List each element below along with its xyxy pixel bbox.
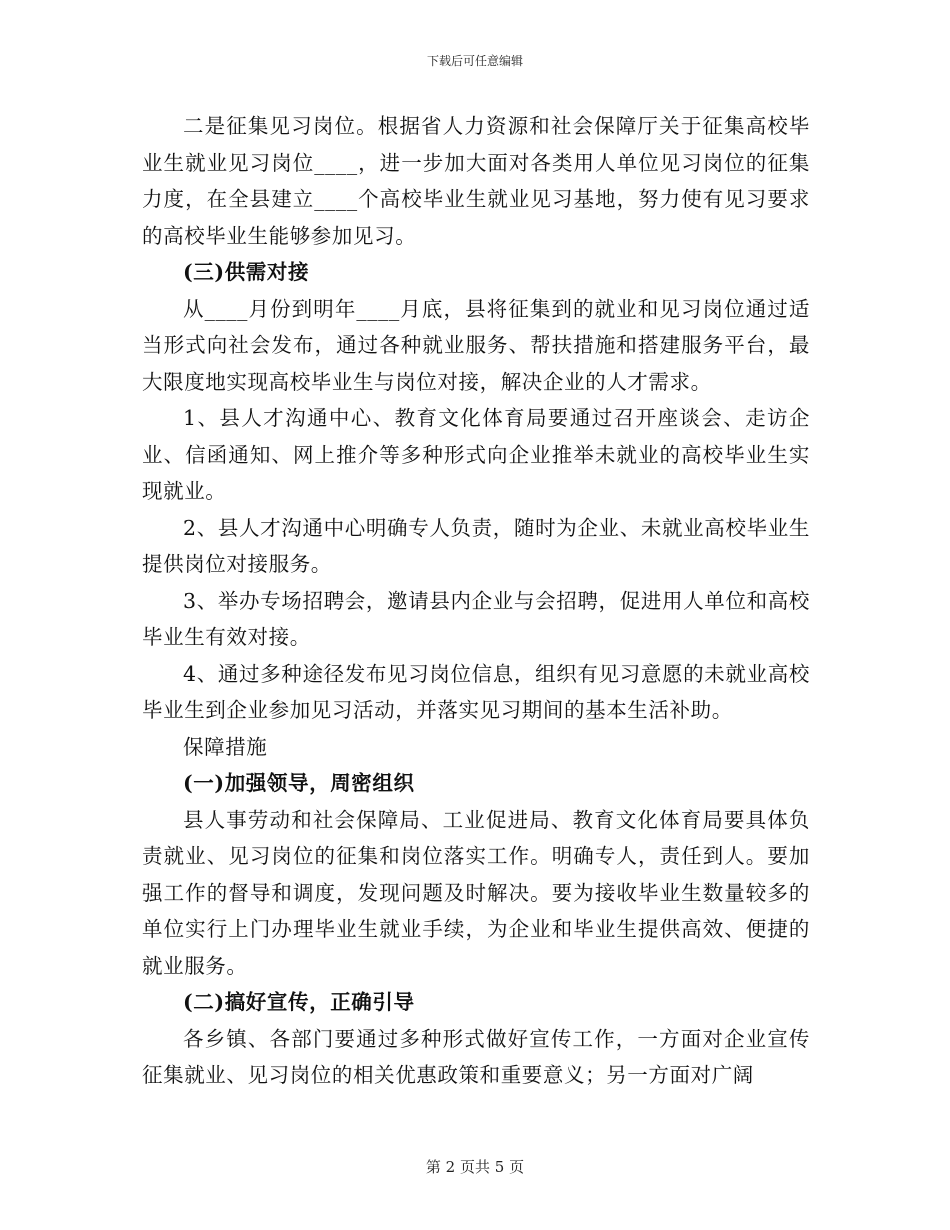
heading-supply-demand: (三)供需对接 xyxy=(183,260,310,284)
paragraph-post-collection: 二是征集见习岗位。根据省人力资源和社会保障厅关于征集高校毕业生就业见习岗位____，进一步加大面对各类用人单位见习岗位的征集力度，在全县建立____个高校毕业生就业见习基地，努力使有见习要求的高校毕业生能够参加见习。 xyxy=(142,114,810,248)
page-header-note: 下载后可任意编辑 xyxy=(426,54,523,68)
page-number: 第 2 页共 5 页 xyxy=(425,1158,525,1176)
paragraph-item-1: 1、县人才沟通中心、教育文化体育局要通过召开座谈会、走访企业、信函通知、网上推介等多种形式向企业推举未就业的高校毕业生实现就业。 xyxy=(142,406,810,503)
paragraph-supply-demand: 从____月份到明年____月底，县将征集到的就业和见习岗位通过适当形式向社会发布，通过各种就业服务、帮扶措施和搭建服务平台，最大限度地实现高校毕业生与岗位对接，解决企业的人才需求。 xyxy=(142,296,810,394)
heading-leadership: (一)加强领导，周密组织 xyxy=(183,771,415,795)
paragraph-item-4: 4、通过多种途径发布见习岗位信息，组织有见习意愿的未就业高校毕业生到企业参加见习活动，并落实见习期间的基本生活补助。 xyxy=(142,661,810,722)
paragraph-item-2: 2、县人才沟通中心明确专人负责，随时为企业、未就业高校毕业生提供岗位对接服务。 xyxy=(142,515,810,576)
section-title-safeguards: 保障措施 xyxy=(183,734,268,759)
document-body xyxy=(142,108,810,1094)
heading-publicity: (二)搞好宣传，正确引导 xyxy=(183,990,415,1014)
paragraph-leadership: 县人事劳动和社会保障局、工业促进局、教育文化体育局要具体负责就业、见习岗位的征集和岗位落实工作。明确专人，责任到人。要加强工作的督导和调度，发现问题及时解决。要为接收毕业生数量较多的单位实行上门办理毕业生就业手续，为企业和毕业生提供高效、便捷的就业服务。 xyxy=(142,807,810,978)
paragraph-publicity: 各乡镇、各部门要通过多种形式做好宣传工作，一方面对企业宣传征集就业、见习岗位的相关优惠政策和重要意义；另一方面对广阔 xyxy=(142,1026,810,1087)
paragraph-item-3: 3、举办专场招聘会，邀请县内企业与会招聘，促进用人单位和高校毕业生有效对接。 xyxy=(142,588,810,649)
